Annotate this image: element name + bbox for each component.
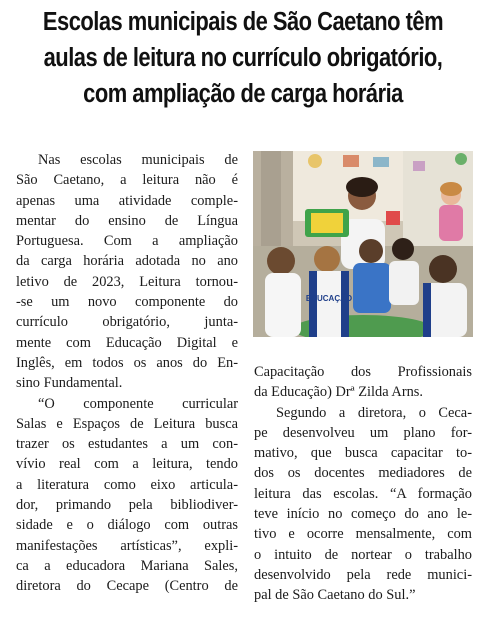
text-line: currículo obrigatório, junta- [16,314,238,331]
text-line: -se um novo componente do [16,294,238,311]
article-column-right [254,362,472,606]
text-line: dos os docentes mediadores de [254,465,472,482]
text-line: “O componente curricular [38,395,238,412]
headline-line-3: com ampliação de carga horária [83,80,403,108]
article-photo [253,151,473,337]
text-line: sino Fundamental. [16,375,123,392]
text-line: mente com Educação Digital e [16,334,238,351]
text-line: da carga horária adotada no ano [16,253,238,270]
text-line: sidade e o diálogo com outras [16,517,238,534]
text-line: mentar do ensino de Língua [16,212,238,229]
text-line: Nas escolas municipais de [38,152,238,168]
text-line: Salas e Espaços de Leitura busca [16,415,238,432]
text-line: teve início no começo do ano le- [254,506,472,523]
headline [39,4,447,112]
text-line: diretora do Cecape (Centro de [16,578,238,595]
text-line: ca a educadora Mariana Sales, [16,557,238,574]
text-line: trazer os estudantes a um con- [16,436,238,453]
text-line: o intuito de nortear o trabalho [254,546,472,563]
text-line: apenas uma atividade comple- [16,192,238,209]
text-line: vívio real com a leitura, tendo [16,456,238,473]
text-line: Inglês, em todos os anos do En- [16,354,238,371]
text-line: pal de São Caetano do Sul.” [254,587,416,604]
shirt-text: EDUCAÇÃO [305,294,353,303]
text-line: pe desenvolveu um plano for- [254,424,472,441]
text-line: Capacitação dos Profissionais [254,364,472,380]
headline-line-2: aulas de leitura no currículo obrigatório, [43,44,443,72]
text-line: a literatura como eixo articula- [16,476,238,493]
text-line: leitura das escolas. “A formação [254,485,472,502]
text-line: Portuguesa. Com a ampliação [16,233,238,250]
text-line: mativo, que busca capacitar to- [254,445,472,462]
text-line: letivo de 2023, Leitura tornou- [16,273,238,290]
text-line: desenvolvido pela rede munici- [254,566,472,583]
article-column-left [16,150,238,597]
text-line: dor, primando pela bibliodiver- [16,497,238,514]
text-line: Segundo a diretora, o Ceca- [276,404,472,421]
text-line: manifestações artísticas”, expli- [16,537,238,554]
text-line: tivo e ocorre mensalmente, com [254,526,472,543]
headline-line-1: Escolas municipais de São Caetano têm [42,8,444,36]
classroom-reading-photo [253,151,473,337]
text-line: São Caetano, a leitura não é [16,172,238,189]
text-line: da Educação) Drª Zilda Arns. [254,384,423,401]
